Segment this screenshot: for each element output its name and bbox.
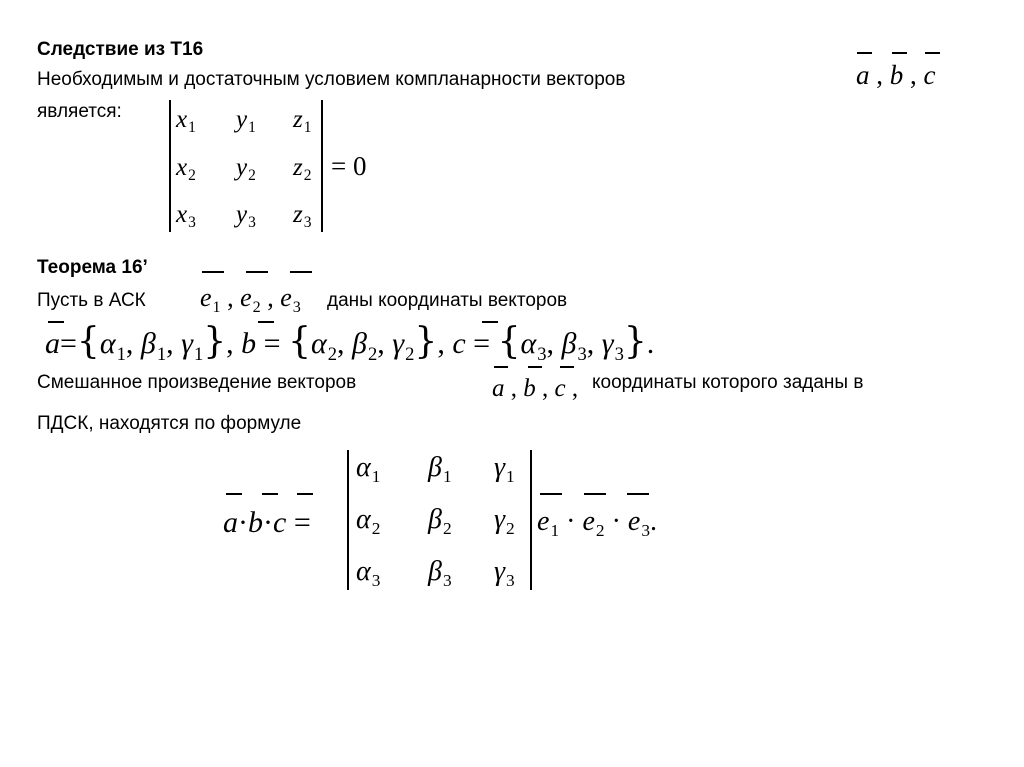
theorem-line-4: ПДСК, находятся по формуле (37, 413, 302, 434)
theorem-line-3-start: Смешанное произведение векторов (37, 372, 357, 393)
corollary-line-2: является: (37, 101, 122, 122)
theorem-line-1-start: Пусть в АСК (37, 290, 146, 311)
corollary-line-1: Необходимым и достаточным условием компланарности векторов (37, 69, 626, 90)
equals-zero: = 0 (331, 151, 367, 181)
corollary-title: Следствие из Т16 (37, 39, 204, 60)
vector-a: a (856, 60, 870, 90)
vector-c: c (923, 60, 936, 90)
theorem-line-1-end: даны координаты векторов (327, 290, 568, 311)
vector-b: b (889, 60, 904, 90)
theorem-title: Теорема 16’ (37, 257, 148, 278)
theorem-line-3-end: координаты которого заданы в (592, 372, 864, 393)
